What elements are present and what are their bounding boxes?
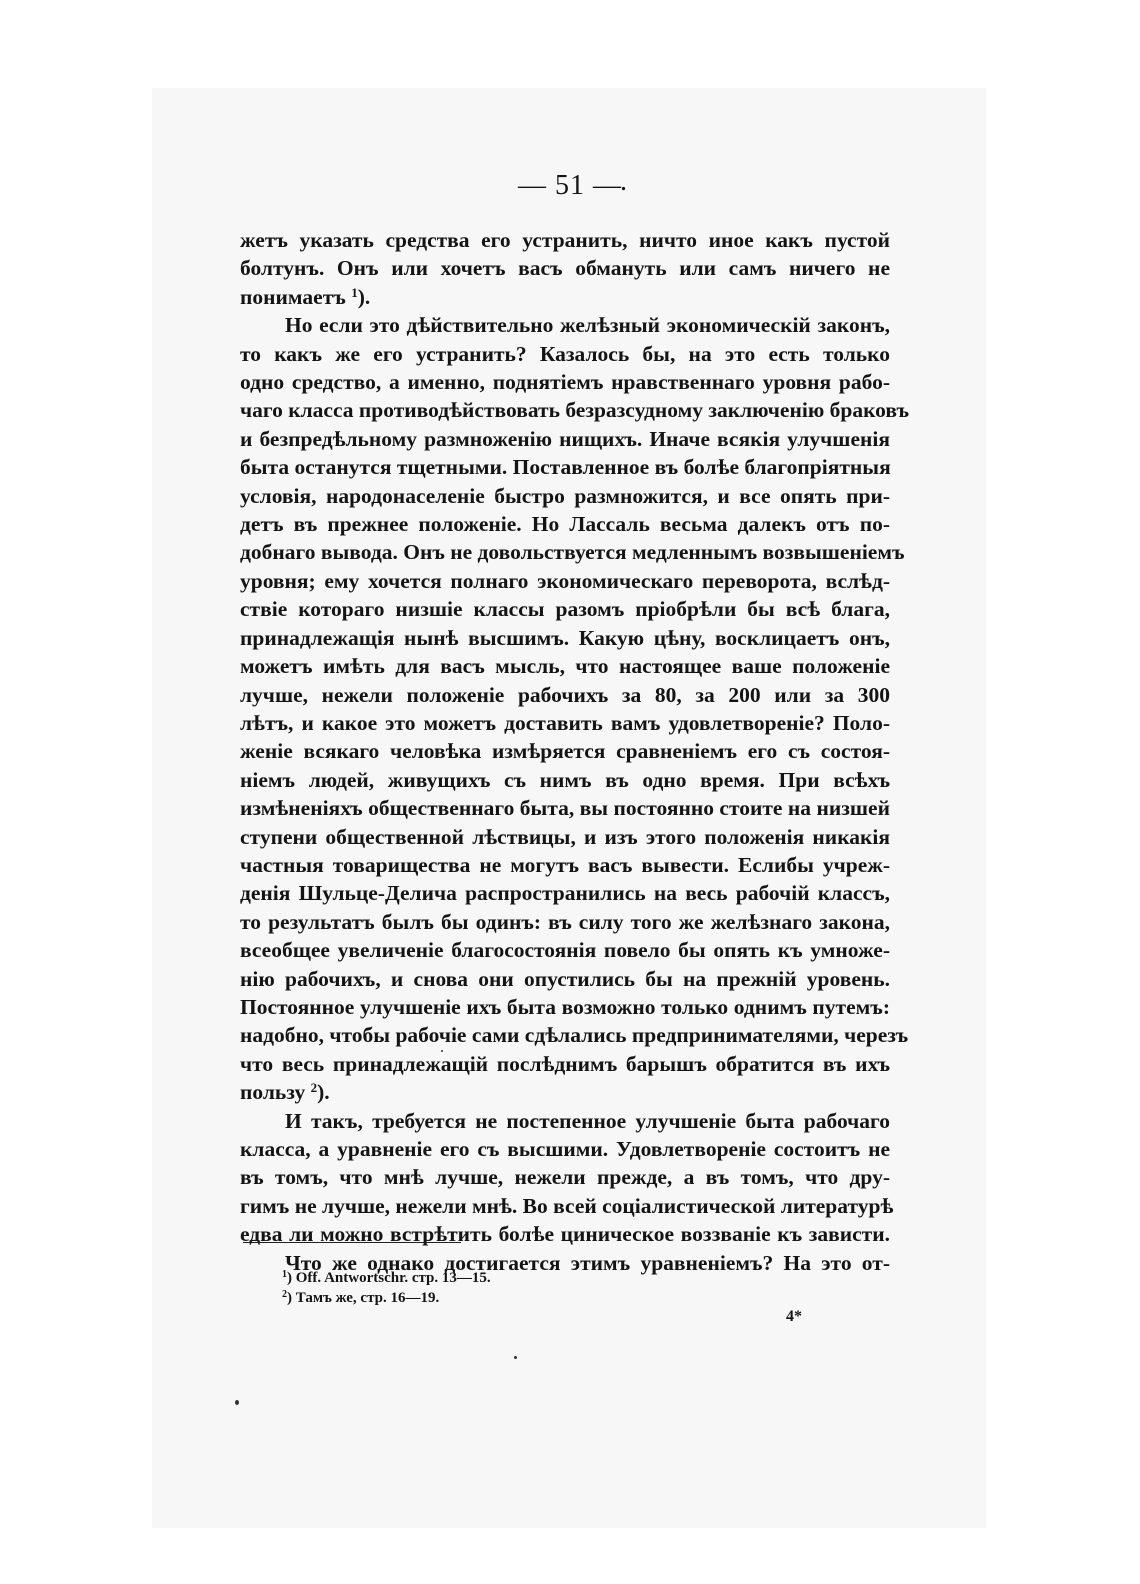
footnote-text: ) Тамъ же, стр. 16—19. (287, 1290, 440, 1306)
text-line (240, 1078, 890, 1106)
text-line: И такъ, требуется не постепенное улучшеніе быта рабочаго (285, 1108, 890, 1133)
text-line: всеобщее увеличеніе благосостоянія повело бы опять къ умноже- (240, 938, 890, 963)
page-number-dot: . (620, 166, 628, 197)
footnote-ref-2: 2 (310, 1080, 318, 1096)
footnote-2 (282, 1288, 491, 1308)
footnote-divider (243, 1242, 461, 1243)
text-line: нію рабочихъ, и снова они опустились бы на прежній уровень. (240, 966, 890, 991)
text-line: измѣненіяхъ общественнаго быта, вы постоянно стоите на низшей (240, 796, 890, 821)
footnote-mark: 2 (282, 1289, 287, 1300)
signature-mark: 4* (786, 1308, 802, 1325)
text-line: быта останутся тщетными. Поставленное въ болѣе благопріятныя (240, 455, 891, 480)
text-line: едва ли можно встрѣтить болѣе циническое воззваніе къ зависти. (240, 1222, 890, 1247)
text-fragment: понимаетъ (240, 284, 346, 309)
text-line: чаго класса противодѣйствовать безразсудному заключенію браковъ (240, 398, 910, 423)
text-line (240, 283, 890, 311)
text-line: лѣтъ, и какое это можетъ доставить вамъ удовлетвореніе? Поло- (240, 710, 890, 735)
text-line: то какъ же его устранить? Казалось бы, на это есть только (240, 341, 890, 366)
footnote-mark: 1 (282, 1269, 287, 1280)
text-line: то результатъ былъ бы одинъ: въ силу того же желѣзнаго закона, (240, 909, 890, 934)
text-line: жетъ указать средства его устранить, ничто иное какъ пустой (240, 228, 890, 252)
text-line: въ томъ, что мнѣ лучше, нежели прежде, а въ томъ, что дру- (240, 1165, 890, 1190)
text-line: денія Шульце-Делича распространились на весь рабочій классъ, (240, 881, 890, 906)
text-line: условія, народонаселеніе быстро размножится, и все опять при- (240, 483, 890, 508)
text-line: класса, а уравненіе его съ высшими. Удовлетвореніе состоитъ не (240, 1137, 890, 1161)
text-line: Что же однако достигается этимъ уравненіемъ? На это от- (285, 1250, 890, 1275)
text-line: Постоянное улучшеніе ихъ быта возможно только однимъ путемъ: (240, 994, 890, 1019)
text-line: Но если это дѣйствительно желѣзный экономическій законъ, (285, 313, 890, 338)
text-line: болтунъ. Онъ или хочетъ васъ обмануть или самъ ничего не (240, 256, 890, 281)
text-line: ступени общественной лѣствицы, и изъ этого положенія никакія (240, 824, 890, 849)
text-line: частныя товарищества не могутъ васъ вывести. Еслибы учреж- (240, 852, 890, 877)
print-speck (235, 1400, 239, 1405)
text-line: ствіе котораго низшіе классы разомъ пріобрѣли бы всѣ блага, (240, 597, 890, 622)
text-line: можетъ имѣть для васъ мысль, что настоящее ваше положеніе (240, 654, 890, 679)
print-speck (441, 1050, 443, 1052)
text-line: гимъ не лучше, нежели мнѣ. Во всей соціалистической литературѣ (240, 1193, 894, 1218)
footnote-text: ) Off. Antwortschr. стр. 13—15. (287, 1270, 491, 1286)
text-line: принадлежащія нынѣ высшимъ. Какую цѣну, восклицаетъ онъ, (240, 625, 890, 650)
text-line: и безпредѣльному размноженію нищихъ. Иначе всякія улучшенія (240, 426, 890, 451)
page-number (0, 166, 1140, 202)
footnote-ref-close: ). (317, 1080, 330, 1105)
text-line: добнаго вывода. Онъ не довольствуется медленнымъ возвышеніемъ (240, 540, 905, 565)
footnote-ref-close: ). (357, 284, 371, 309)
text-line: одно средство, а именно, поднятіемъ нравственнаго уровня рабо- (240, 370, 890, 395)
text-fragment: пользу (240, 1080, 306, 1105)
footnote-ref-1: 1 (351, 284, 358, 300)
footnote-1 (282, 1268, 491, 1288)
text-line: надобно, чтобы рабочіе сами сдѣлались предпринимателями, черезъ (240, 1023, 909, 1048)
page-number-text: — 51 — (518, 170, 622, 201)
print-speck (514, 1356, 517, 1359)
body-text (240, 226, 910, 1277)
text-line: лучше, нежели положеніе рабочихъ за 80, за 200 или за 300 (240, 682, 890, 707)
footnotes (282, 1268, 491, 1308)
text-line: детъ въ прежнее положеніе. Но Лассаль весьма далекъ отъ по- (240, 512, 890, 537)
text-line: женіе всякаго человѣка измѣряется сравненіемъ его съ состоя- (240, 739, 890, 764)
text-line: ніемъ людей, живущихъ съ нимъ въ одно время. При всѣхъ (240, 767, 890, 792)
text-line: что весь принадлежащій послѣднимъ барышъ обратится въ ихъ (240, 1051, 890, 1076)
text-line: уровня; ему хочется полнаго экономическаго переворота, вслѣд- (240, 568, 890, 593)
